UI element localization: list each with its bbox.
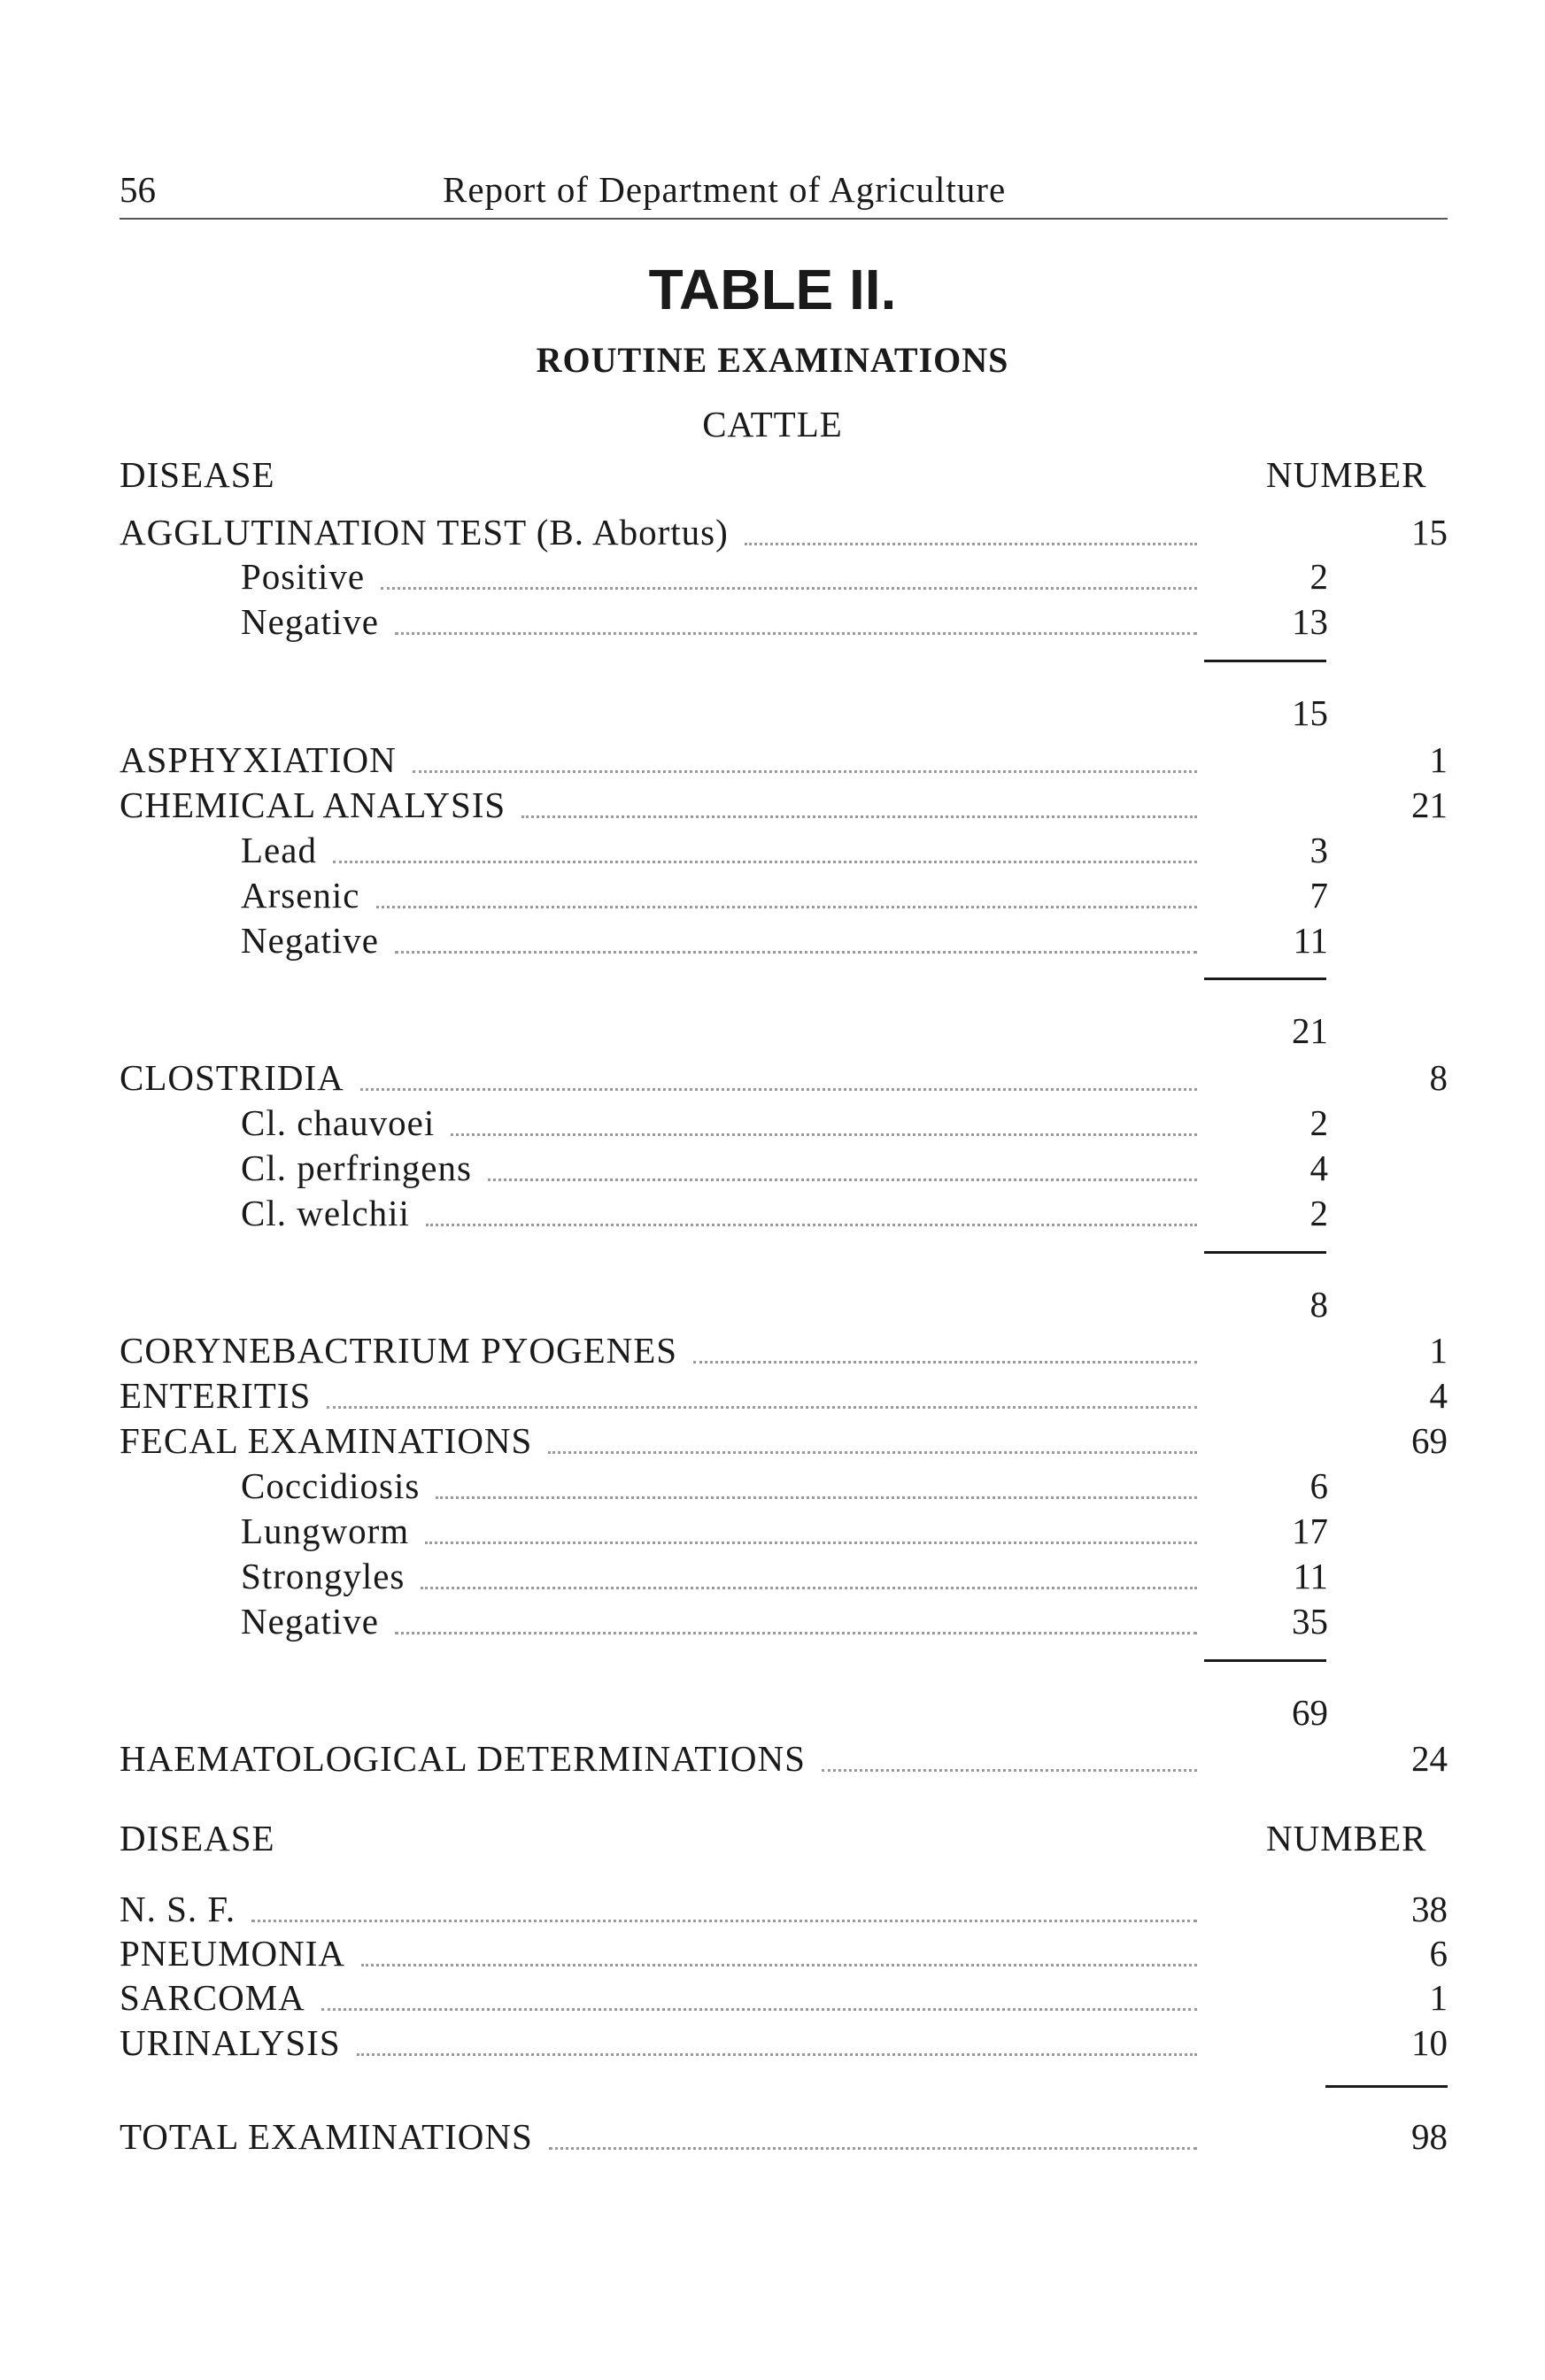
- disease-label: SARCOMA: [120, 1977, 305, 2018]
- disease-label: CORYNEBACTRIUM PYOGENES: [120, 1330, 678, 1371]
- disease-label: FECAL EXAMINATIONS: [120, 1420, 533, 1461]
- subtotal-value: 21: [1292, 1010, 1328, 1051]
- dot-leader: [395, 1632, 1197, 1634]
- disease-label: N. S. F.: [120, 1889, 236, 1929]
- dot-leader: [693, 1361, 1197, 1364]
- column-header-disease: DISEASE: [120, 1818, 275, 1858]
- dot-leader: [745, 543, 1197, 545]
- disease-label: CLOSTRIDIA: [120, 1057, 344, 1098]
- disease-label: AGGLUTINATION TEST (B. Abortus): [120, 512, 729, 552]
- sub-item-label: Arsenic: [241, 875, 360, 916]
- dot-leader: [251, 1920, 1197, 1922]
- dot-leader: [488, 1178, 1197, 1181]
- sub-item-label: Cl. chauvoei: [241, 1102, 436, 1143]
- page-number: 56: [120, 169, 156, 210]
- sub-count-value: 11: [1293, 920, 1328, 961]
- disease-label: PNEUMONIA: [120, 1933, 345, 1974]
- count-value: 8: [1429, 1057, 1448, 1098]
- disease-label: TOTAL EXAMINATIONS: [120, 2116, 533, 2157]
- count-value: 38: [1411, 1889, 1448, 1929]
- dot-leader: [451, 1133, 1197, 1136]
- dot-leader: [395, 632, 1197, 635]
- table-category: CATTLE: [702, 404, 843, 444]
- column-header-number: NUMBER: [1266, 454, 1427, 495]
- sub-count-value: 6: [1309, 1465, 1328, 1506]
- table-title: TABLE II.: [648, 258, 897, 321]
- sub-count-value: 13: [1292, 601, 1328, 642]
- dot-leader: [395, 951, 1197, 954]
- dot-leader: [436, 1496, 1197, 1499]
- sub-count-value: 11: [1293, 1556, 1328, 1596]
- disease-label: URINALYSIS: [120, 2022, 341, 2063]
- count-value: 6: [1429, 1933, 1448, 1974]
- column-header-disease: DISEASE: [120, 454, 275, 495]
- dot-leader: [426, 1224, 1197, 1226]
- count-value: 69: [1411, 1420, 1448, 1461]
- subtotal-value: 15: [1292, 692, 1328, 733]
- dot-leader: [413, 770, 1197, 773]
- sub-item-label: Cl. welchii: [241, 1193, 410, 1233]
- sub-item-label: Strongyles: [241, 1556, 406, 1596]
- dot-leader: [548, 1451, 1197, 1454]
- sub-count-value: 2: [1309, 1102, 1328, 1143]
- dot-leader: [421, 1587, 1197, 1589]
- sub-count-value: 2: [1309, 556, 1328, 597]
- dot-leader: [327, 1406, 1197, 1409]
- disease-label: ASPHYXIATION: [120, 739, 397, 780]
- dot-leader: [521, 815, 1197, 818]
- dot-leader: [333, 861, 1197, 863]
- dot-leader: [822, 1769, 1197, 1772]
- dot-leader: [357, 2053, 1197, 2056]
- sub-item-label: Coccidiosis: [241, 1465, 421, 1506]
- sub-count-value: 7: [1309, 875, 1328, 916]
- subtotal-value: 69: [1292, 1692, 1328, 1733]
- dot-leader: [425, 1542, 1197, 1544]
- count-value: 1: [1429, 1330, 1448, 1371]
- dot-leader: [376, 906, 1197, 908]
- count-value: 15: [1411, 512, 1448, 552]
- sub-item-label: Negative: [241, 920, 379, 961]
- count-value: 10: [1411, 2022, 1448, 2063]
- table-subtitle: ROUTINE EXAMINATIONS: [536, 340, 1009, 380]
- dot-leader: [381, 587, 1197, 590]
- running-header: [120, 168, 1448, 220]
- sub-count-value: 35: [1292, 1601, 1328, 1642]
- subtotal-value: 8: [1309, 1284, 1328, 1325]
- count-value: 98: [1411, 2116, 1448, 2157]
- subtotal-rule: [1204, 1251, 1326, 1254]
- disease-label: CHEMICAL ANALYSIS: [120, 784, 506, 825]
- sub-item-label: Lead: [241, 830, 317, 870]
- sub-count-value: 2: [1309, 1193, 1328, 1233]
- sub-item-label: Positive: [241, 556, 366, 597]
- count-value: 24: [1411, 1738, 1448, 1779]
- dot-leader: [361, 1964, 1197, 1967]
- disease-label: HAEMATOLOGICAL DETERMINATIONS: [120, 1738, 806, 1779]
- count-value: 4: [1429, 1375, 1448, 1416]
- subtotal-rule: [1204, 978, 1326, 980]
- count-value: 1: [1429, 1977, 1448, 2018]
- sub-item-label: Cl. perfringens: [241, 1148, 472, 1188]
- grand-total-rule: [1325, 2085, 1448, 2088]
- dot-leader: [321, 2008, 1197, 2011]
- sub-item-label: Negative: [241, 601, 379, 642]
- count-value: 21: [1411, 784, 1448, 825]
- sub-count-value: 4: [1309, 1148, 1328, 1188]
- count-value: 1: [1429, 739, 1448, 780]
- disease-label: ENTERITIS: [120, 1375, 312, 1416]
- sub-item-label: Negative: [241, 1601, 379, 1642]
- sub-count-value: 3: [1309, 830, 1328, 870]
- running-title: Report of Department of Agriculture: [443, 169, 1007, 210]
- subtotal-rule: [1204, 660, 1326, 662]
- dot-leader: [549, 2147, 1197, 2150]
- column-header-number: NUMBER: [1266, 1818, 1427, 1858]
- sub-item-label: Lungworm: [241, 1511, 410, 1551]
- sub-count-value: 17: [1292, 1511, 1328, 1551]
- dot-leader: [360, 1088, 1197, 1091]
- subtotal-rule: [1204, 1659, 1326, 1662]
